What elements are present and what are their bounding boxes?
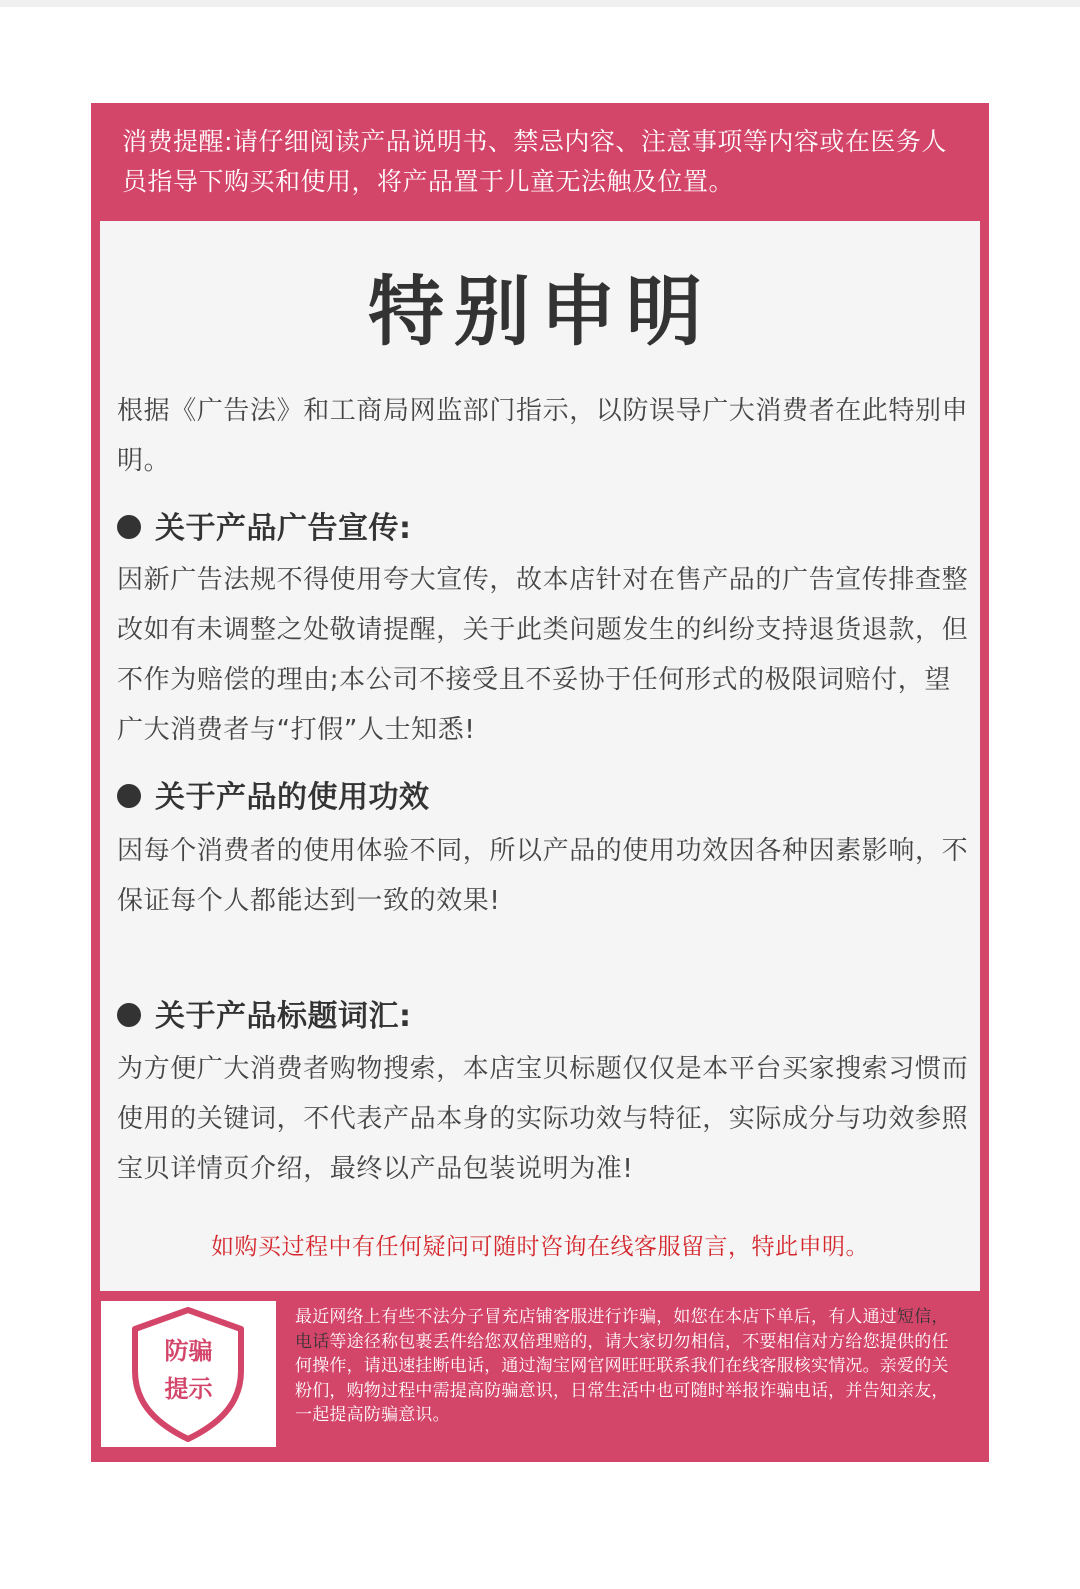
section-body-advertising: 因新广告法规不得使用夸大宣传，故本店针对在售产品的广告宣传排查整改如有未调整之处敬请提醒，关于此类问题发生的纠纷支持退货退款，但不作为赔偿的理由;本公司不接受且不妥协于任何形式的极限词赔付，望广大消费者与“打假”人士知悉! — [117, 565, 969, 745]
section-heading-label: 关于产品标题词汇: — [155, 999, 412, 1034]
section-body-title-words: 为方便广大消费者购物搜索，本店宝贝标题仅仅是本平台买家搜索习惯而使用的关键词，不代表产品本身的实际功效与特征，实际成分与功效参照宝贝详情页介绍，最终以产品包装说明为准! — [117, 1054, 969, 1184]
section-body-efficacy: 因每个消费者的使用体验不同，所以产品的使用功效因各种因素影响，不保证每个人都能达到一致的效果! — [117, 836, 969, 916]
section-heading-advertising — [117, 507, 969, 551]
anti-fraud-highlight: 短信，电话 — [295, 1307, 949, 1352]
consumer-notice: 消费提醒:请仔细阅读产品说明书、禁忌内容、注意事项等内容或在医务人员指导下购买和使用，将产品置于儿童无法触及位置。 — [122, 127, 947, 196]
top-strip — [0, 0, 1080, 7]
anti-fraud-text — [295, 1305, 955, 1428]
section-heading-title-words — [117, 995, 969, 1039]
section-heading-label: 关于产品广告宣传: — [155, 511, 412, 546]
badge-line-1: 防骗 — [164, 1337, 213, 1365]
bullet-icon — [117, 515, 141, 539]
badge-line-2: 提示 — [164, 1375, 213, 1403]
page-title: 特别申明 — [368, 267, 712, 356]
bullet-icon — [117, 1003, 141, 1027]
section-heading-label: 关于产品的使用功效 — [155, 780, 430, 815]
section-heading-efficacy — [117, 776, 969, 820]
anti-fraud-text-part2: 等途径称包裹丢件给您双倍理赔的，请大家切勿相信，不要相信对方给您提供的任何操作，请迅速挂断电话，通过淘宝网官网旺旺联系我们在线客服核实情况。亲爱的关粉们，购物过程中需提高防骗意识，日常生活中也可随时举报诈骗电话，并告知亲友，一起提高防骗意识。 — [295, 1331, 949, 1426]
anti-fraud-text-part1: 最近网络上有些不法分子冒充店铺客服进行诈骗，如您在本店下单后，有人通过 — [295, 1307, 897, 1327]
anti-fraud-badge — [101, 1301, 276, 1447]
bullet-icon — [117, 784, 141, 808]
closing-statement: 如购买过程中有任何疑问可随时咨询在线客服留言，特此申明。 — [211, 1234, 869, 1260]
intro-text: 根据《广告法》和工商局网监部门指示，以防误导广大消费者在此特别申明。 — [117, 396, 969, 476]
